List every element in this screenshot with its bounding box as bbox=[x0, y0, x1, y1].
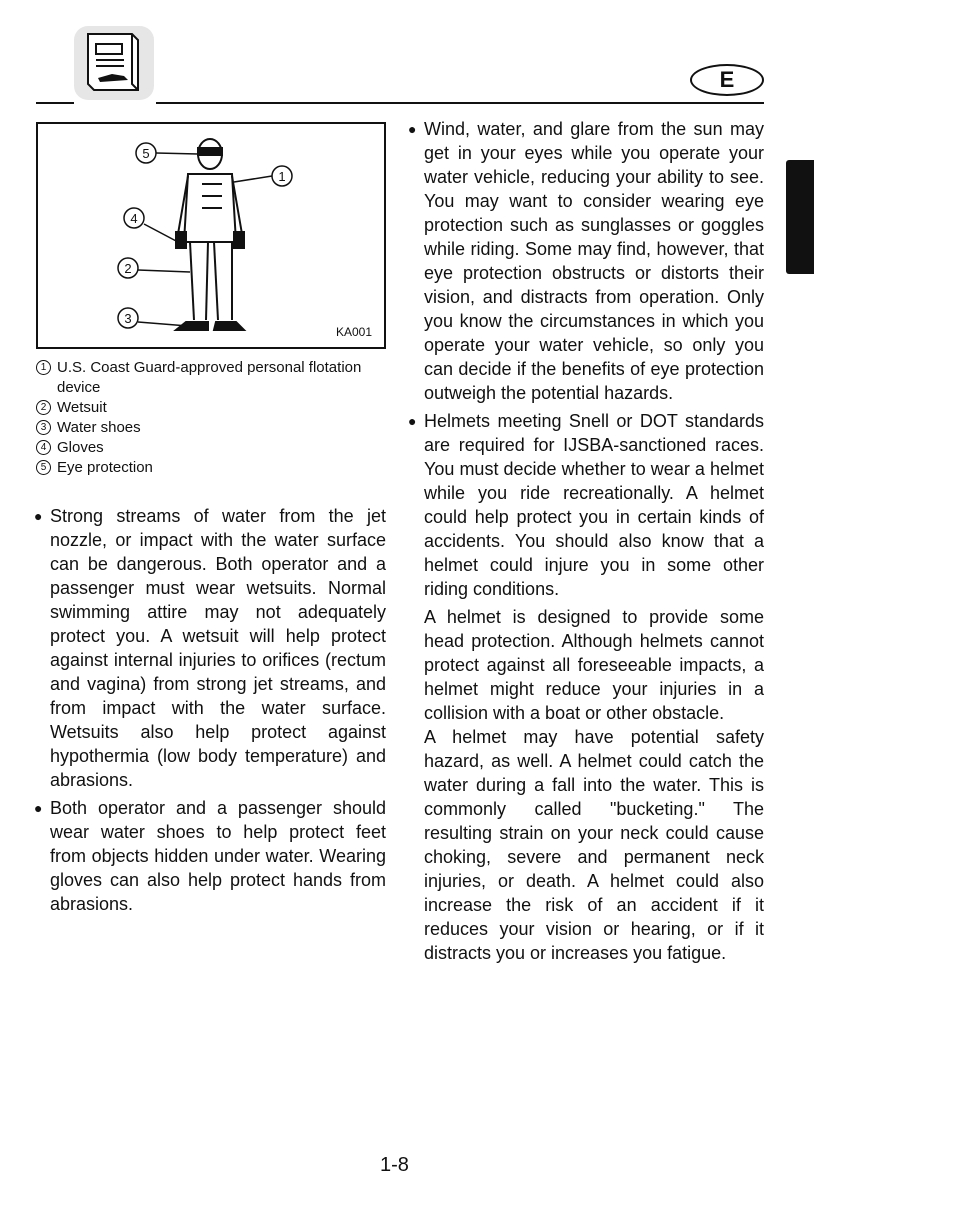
figure-legend bbox=[36, 358, 376, 478]
bullet-dot-icon: ● bbox=[34, 800, 43, 816]
header-rule bbox=[156, 102, 764, 104]
legend-item bbox=[36, 458, 376, 478]
legend-text: Wetsuit bbox=[57, 399, 107, 416]
bullet-text: Strong streams of water from the jet nozzle, or impact with the water surface can be dangerous. Both operator and a passenger must wear wetsuits. Normal swimming attire may not adequately protect you. A wetsuit will help protect against internal injuries to orifices (rectum and vagina) from strong jet streams, and from impact with the water surface. Wetsuits also help protect against hypothermia (low body temperature) and abrasions. bbox=[50, 506, 386, 790]
rider-illustration bbox=[38, 124, 388, 351]
owner-manual-icon bbox=[72, 24, 156, 102]
bullet-dot-icon: ● bbox=[408, 121, 417, 137]
left-column bbox=[34, 504, 386, 920]
legend-number: 1 bbox=[36, 360, 51, 375]
bullet-text: Helmets meeting Snell or DOT standards are required for IJSBA-sanctioned races. You must decide whether to wear a helmet while you ride recreationally. A helmet could help protect you in certain kinds of accidents. You should also know that a helmet could injure you in some other riding conditions. bbox=[424, 411, 764, 599]
legend-item bbox=[36, 418, 376, 438]
header-rule bbox=[36, 102, 74, 104]
legend-text: Gloves bbox=[57, 439, 104, 456]
callout-label: 3 bbox=[124, 311, 132, 326]
right-column bbox=[408, 117, 764, 965]
callout-label: 5 bbox=[142, 146, 150, 161]
callout-label: 1 bbox=[278, 169, 286, 184]
bullet-item bbox=[34, 504, 386, 792]
legend-item bbox=[36, 398, 376, 418]
legend-number: 3 bbox=[36, 420, 51, 435]
legend-number: 2 bbox=[36, 400, 51, 415]
legend-item bbox=[36, 438, 376, 458]
legend-text: U.S. Coast Guard-approved personal flotation device bbox=[57, 359, 362, 396]
legend-number: 4 bbox=[36, 440, 51, 455]
callout-label: 2 bbox=[124, 261, 132, 276]
legend-number: 5 bbox=[36, 460, 51, 475]
page-number: 1-8 bbox=[380, 1154, 409, 1176]
bullet-dot-icon: ● bbox=[408, 413, 417, 429]
paragraph: A helmet is designed to provide some head protection. Although helmets cannot protect against all foreseeable impacts, a helmet might reduce your injuries in a collision with a boat or other obstacle. bbox=[424, 607, 764, 723]
legend-text: Water shoes bbox=[57, 419, 141, 436]
section-tab bbox=[786, 160, 814, 274]
paragraph: A helmet may have potential safety hazard, as well. A helmet could catch the water during a fall into the water. This is commonly called "bucketing." The resulting strain on your neck could cause choking, severe and permanent neck injuries, or death. A helmet could also increase the risk of an accident if it reduces your vision or hearing, or if it distracts you or increases you fatigue. bbox=[424, 727, 764, 963]
callout-label: 4 bbox=[130, 211, 138, 226]
legend-item bbox=[36, 358, 376, 398]
bullet-text: Wind, water, and glare from the sun may get in your eyes while you operate your water vehicle, reducing your ability to see. You may want to consider wearing eye protection such as sunglasses or goggles while riding. Some may find, however, that eye protection obstructs or distorts their vision, and distracts from operation. Only you know the circumstances in which you operate your water vehicle, so only you can decide if the benefits of eye protection outweigh the potential hazards. bbox=[424, 119, 764, 403]
safety-gear-figure bbox=[36, 122, 386, 349]
bullet-item bbox=[34, 796, 386, 916]
figure-code: KA001 bbox=[335, 325, 372, 339]
legend-text: Eye protection bbox=[57, 459, 153, 476]
language-badge: E bbox=[690, 64, 764, 96]
bullet-item bbox=[408, 117, 764, 405]
bullet-dot-icon: ● bbox=[34, 508, 43, 524]
bullet-item bbox=[408, 409, 764, 601]
bullet-text: Both operator and a passenger should wear water shoes to help protect feet from objects hidden under water. Wearing gloves can also help protect hands from abrasions. bbox=[50, 798, 386, 914]
